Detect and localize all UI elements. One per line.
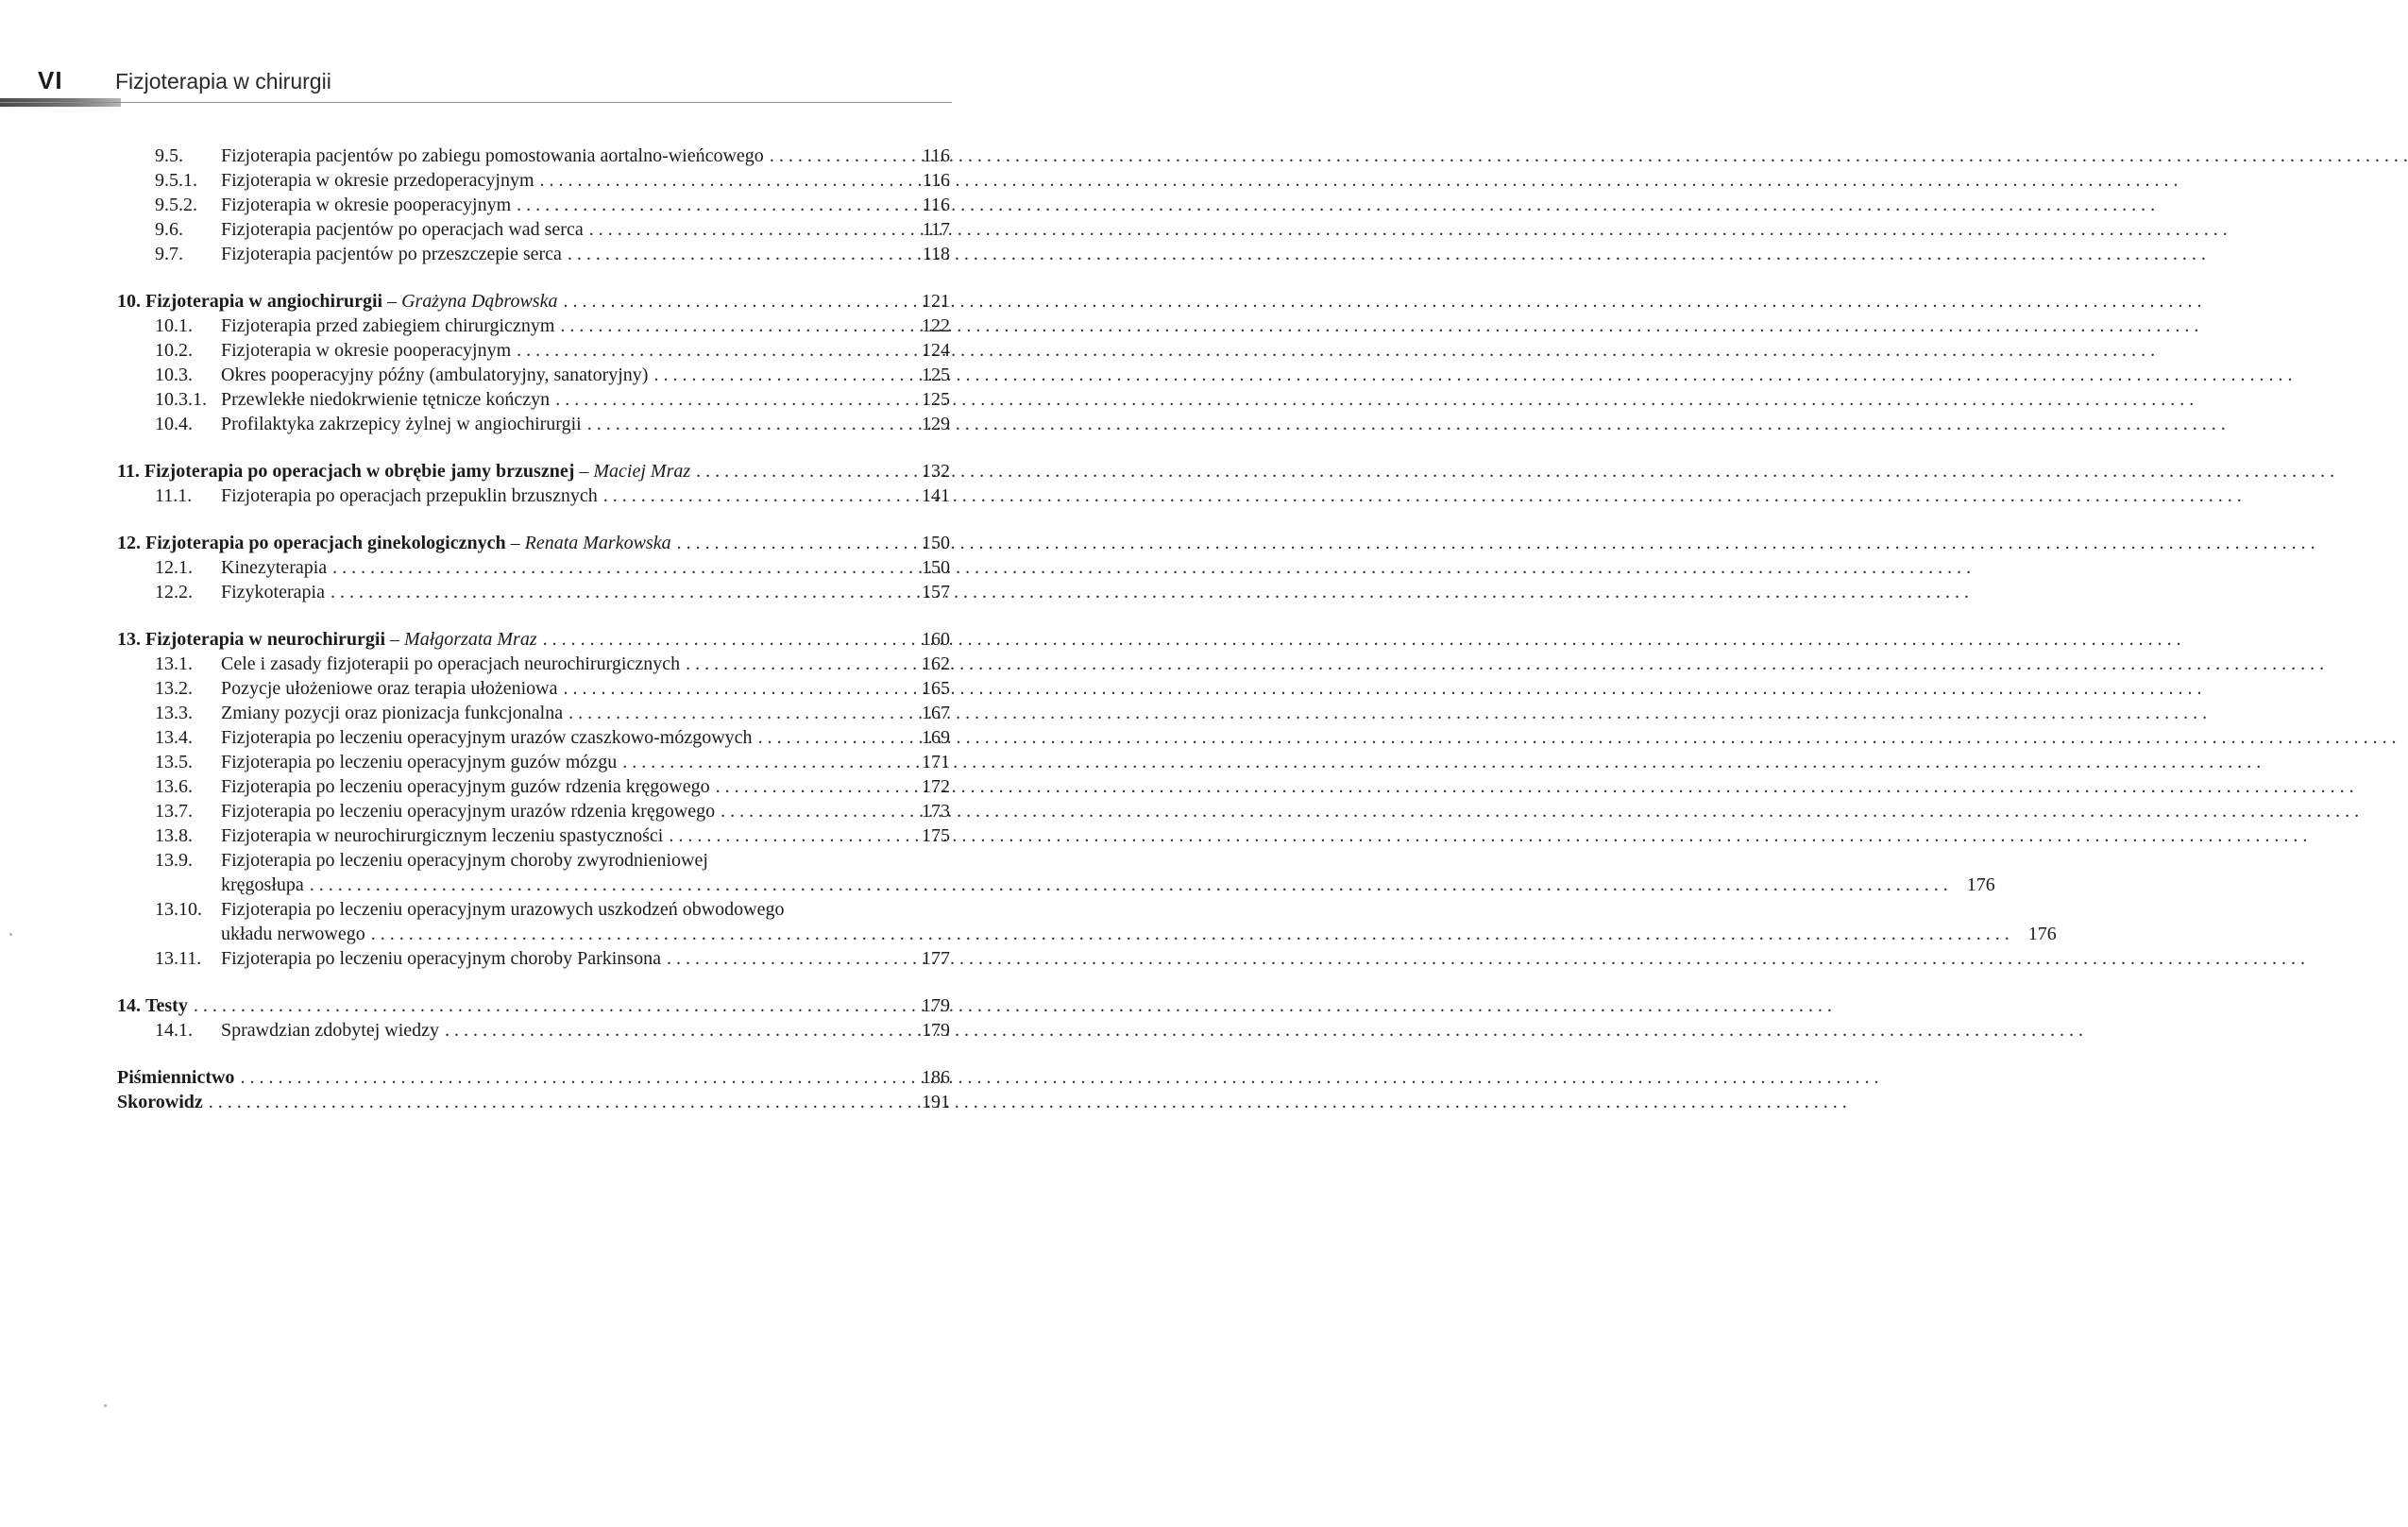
entry-title: Fizjoterapia w okresie pooperacyjnym	[221, 195, 512, 215]
dot-leader	[371, 922, 2009, 946]
entry-page: 173	[922, 801, 950, 822]
entry-page: 116	[922, 195, 950, 215]
backmatter-page: 186	[922, 1067, 950, 1088]
entry-title: Fizjoterapia po leczeniu operacyjnym guzów rdzenia kręgowego	[221, 776, 710, 797]
entry-page: 118	[922, 244, 950, 264]
chapter-number: 12.	[117, 533, 141, 553]
entry-number: 10.3.1.	[155, 389, 207, 410]
entry-title: Fizjoterapia po operacjach przepuklin brzusznych	[221, 485, 598, 506]
backmatter-title: Skorowidz	[117, 1092, 203, 1112]
chapter-title: Fizjoterapia po operacjach w obrębie jamy brzusznej	[144, 461, 575, 482]
entry-title: Fizjoterapia po leczeniu operacyjnym urazów czaszkowo-mózgowych	[221, 727, 753, 748]
toc-entry-13-11	[117, 946, 950, 971]
toc-entry-13-1	[117, 652, 950, 676]
backmatter-page: 191	[922, 1092, 950, 1112]
entry-number: 13.7.	[155, 801, 193, 822]
dot-leader	[568, 701, 2207, 725]
entry-page: 141	[922, 485, 950, 506]
chapter-page: 132	[922, 461, 950, 482]
dot-leader	[445, 1018, 2083, 1043]
entry-number: 13.5.	[155, 752, 193, 772]
entry-page: 129	[922, 414, 950, 434]
toc-entry-13-8	[117, 823, 950, 848]
chapter-title: Fizjoterapia po operacjach ginekologicznych	[145, 533, 506, 553]
running-head	[38, 66, 331, 100]
dot-leader	[240, 1065, 1878, 1090]
chapter-dash: –	[505, 533, 525, 553]
page-number: VI	[38, 66, 63, 94]
entry-title-line2: układu nerwowego	[221, 924, 365, 944]
entry-page: 124	[922, 340, 950, 361]
entry-title: Fizjoterapia przed zabiegiem chirurgicznym	[221, 315, 555, 336]
chapter-page: 179	[922, 995, 950, 1016]
dot-leader	[540, 168, 2179, 193]
entry-title-line1: Fizjoterapia po leczeniu operacyjnym choroby zwyrodnieniowej	[221, 850, 708, 871]
toc-entry-13-5	[117, 750, 950, 774]
dot-leader	[563, 289, 2201, 314]
entry-title: Przewlekłe niedokrwienie tętnicze kończyn	[221, 389, 551, 410]
dot-leader	[770, 144, 2408, 168]
dot-leader	[331, 580, 1969, 604]
chapter-dash: –	[385, 629, 405, 650]
entry-number: 9.5.1.	[155, 170, 197, 191]
entry-page: 172	[922, 776, 950, 797]
entry-page: 125	[922, 389, 950, 410]
entry-number: 12.2.	[155, 582, 193, 602]
entry-page: 169	[922, 727, 950, 748]
entry-number: 9.5.2.	[155, 195, 197, 215]
table-of-contents	[117, 144, 2057, 1114]
chapter-number: 11.	[117, 461, 140, 482]
toc-section-10	[117, 289, 950, 436]
toc-entry-10-4	[117, 412, 950, 436]
toc-chapter-12	[117, 531, 950, 555]
chapter-author: Maciej Mraz	[593, 461, 691, 482]
dot-leader	[555, 387, 2194, 412]
dot-leader	[517, 338, 2155, 363]
entry-title: Okres pooperacyjny późny (ambulatoryjny, sanatoryjny)	[221, 365, 649, 385]
entry-number: 13.4.	[155, 727, 193, 748]
dot-leader	[517, 193, 2155, 217]
dot-leader	[622, 750, 2261, 774]
entry-title: Fizjoterapia pacjentów po operacjach wad serca	[221, 219, 584, 240]
dot-leader	[721, 799, 2359, 823]
toc-index	[117, 1090, 950, 1114]
dot-leader	[758, 725, 2397, 750]
toc-section-14	[117, 993, 950, 1043]
dot-leader	[560, 314, 2198, 338]
entry-number: 11.1.	[155, 485, 193, 506]
toc-chapter-10	[117, 289, 950, 314]
header-rule	[0, 102, 952, 103]
entry-title-line1: Fizjoterapia po leczeniu operacyjnym urazowych uszkodzeń obwodowego	[221, 899, 785, 920]
toc-entry-13-6	[117, 774, 950, 799]
entry-page: 117	[922, 219, 950, 240]
scan-speck	[9, 933, 12, 936]
entry-number: 13.1.	[155, 653, 193, 674]
entry-number: 9.7.	[155, 244, 183, 264]
entry-title: Sprawdzian zdobytej wiedzy	[221, 1020, 440, 1041]
entry-title: Fizykoterapia	[221, 582, 325, 602]
entry-title: Fizjoterapia w neurochirurgicznym leczeniu spastyczności	[221, 825, 664, 846]
entry-page: 179	[922, 1020, 950, 1041]
dot-leader	[568, 242, 2206, 266]
entry-title: Fizjoterapia po leczeniu operacyjnym choroby Parkinsona	[221, 948, 661, 969]
toc-chapter-14	[117, 993, 950, 1018]
entry-number: 13.3.	[155, 703, 193, 723]
entry-page: 176	[1966, 874, 1995, 895]
dot-leader	[603, 484, 2242, 508]
toc-entry-13-2	[117, 676, 950, 701]
toc-entry-12-1	[117, 555, 950, 580]
entry-number: 9.5.	[155, 145, 183, 166]
entry-number: 10.2.	[155, 340, 193, 361]
entry-page: 165	[922, 678, 950, 699]
dot-leader	[587, 412, 2226, 436]
chapter-title: Testy	[145, 995, 188, 1016]
toc-section-9	[117, 144, 950, 266]
entry-number: 13.2.	[155, 678, 193, 699]
entry-number: 13.9.	[155, 850, 193, 871]
toc-entry-13-7	[117, 799, 950, 823]
entry-title: Zmiany pozycji oraz pionizacja funkcjonalna	[221, 703, 564, 723]
toc-entry-12-2	[117, 580, 950, 604]
chapter-author: Małgorzata Mraz	[404, 629, 537, 650]
entry-page: 162	[922, 653, 950, 674]
dot-leader	[332, 555, 1971, 580]
entry-page: 116	[922, 170, 950, 191]
dot-leader	[209, 1090, 1847, 1114]
entry-number: 10.3.	[155, 365, 193, 385]
toc-entry-10-1	[117, 314, 950, 338]
dot-leader	[653, 363, 2292, 387]
entry-page: 150	[922, 557, 950, 578]
entry-title: Pozycje ułożeniowe oraz terapia ułożeniowa	[221, 678, 558, 699]
chapter-title: Fizjoterapia w neurochirurgii	[145, 629, 386, 650]
chapter-title: Fizjoterapia w angiochirurgii	[145, 291, 383, 312]
entry-number: 13.6.	[155, 776, 193, 797]
entry-number: 13.10.	[155, 899, 202, 920]
chapter-page: 121	[922, 291, 950, 312]
toc-section-11	[117, 459, 950, 508]
toc-entry-14-1	[117, 1018, 950, 1043]
entry-page: 157	[922, 582, 950, 602]
entry-page: 167	[922, 703, 950, 723]
toc-entry-13-3	[117, 701, 950, 725]
entry-title: Fizjoterapia pacjentów po zabiegu pomostowania aortalno-wieńcowego	[221, 145, 764, 166]
entry-number: 14.1.	[155, 1020, 193, 1041]
entry-page: 175	[922, 825, 950, 846]
chapter-dash: –	[574, 461, 594, 482]
chapter-number: 14.	[117, 995, 141, 1016]
toc-entry-13-9	[117, 848, 1995, 897]
toc-chapter-11	[117, 459, 950, 484]
chapter-page: 150	[922, 533, 950, 553]
entry-title: Fizjoterapia w okresie pooperacyjnym	[221, 340, 512, 361]
toc-entry-10-3-1	[117, 387, 950, 412]
entry-number: 10.1.	[155, 315, 193, 336]
toc-entry-10-3	[117, 363, 950, 387]
entry-title: Kinezyterapia	[221, 557, 328, 578]
entry-title: Profilaktyka zakrzepicy żylnej w angiochirurgii	[221, 414, 582, 434]
toc-entry-9-5-1	[117, 168, 950, 193]
entry-number: 9.6.	[155, 219, 183, 240]
entry-page: 176	[2027, 924, 2057, 944]
entry-title: Fizjoterapia pacjentów po przeszczepie serca	[221, 244, 562, 264]
dot-leader	[543, 627, 2181, 652]
entry-page: 116	[922, 145, 950, 166]
entry-number: 13.8.	[155, 825, 193, 846]
entry-page: 125	[922, 365, 950, 385]
chapter-author: Grażyna Dąbrowska	[401, 291, 558, 312]
toc-entry-9-6	[117, 217, 950, 242]
entry-page: 177	[922, 948, 950, 969]
toc-backmatter	[117, 1065, 950, 1114]
toc-chapter-13	[117, 627, 950, 652]
entry-title: Fizjoterapia po leczeniu operacyjnym urazów rdzenia kręgowego	[221, 801, 716, 822]
dot-leader	[589, 217, 2228, 242]
dot-leader	[564, 676, 2202, 701]
toc-section-12	[117, 531, 950, 604]
entry-page: 171	[922, 752, 950, 772]
entry-page: 122	[922, 315, 950, 336]
toc-entry-13-4	[117, 725, 950, 750]
chapter-number: 10.	[117, 291, 141, 312]
chapter-dash: –	[382, 291, 402, 312]
toc-entry-10-2	[117, 338, 950, 363]
toc-entry-13-10	[117, 897, 2057, 946]
backmatter-title: Piśmiennictwo	[117, 1067, 235, 1088]
entry-title: Fizjoterapia w okresie przedoperacyjnym	[221, 170, 534, 191]
dot-leader	[310, 873, 1948, 897]
chapter-number: 13.	[117, 629, 141, 650]
toc-entry-9-5-2	[117, 193, 950, 217]
entry-title-line2: kręgosłupa	[221, 874, 304, 895]
entry-title: Fizjoterapia po leczeniu operacyjnym guzów mózgu	[221, 752, 618, 772]
toc-section-13	[117, 627, 2057, 971]
toc-bibliography	[117, 1065, 950, 1090]
toc-entry-9-5	[117, 144, 950, 168]
running-title: Fizjoterapia w chirurgii	[115, 69, 331, 93]
toc-entry-9-7	[117, 242, 950, 266]
entry-number: 13.11.	[155, 948, 202, 969]
entry-number: 10.4.	[155, 414, 193, 434]
entry-title: Cele i zasady fizjoterapii po operacjach neurochirurgicznych	[221, 653, 681, 674]
chapter-page: 160	[922, 629, 950, 650]
dot-leader	[716, 774, 2354, 799]
scan-speck	[104, 1404, 107, 1407]
dot-leader	[194, 993, 1832, 1018]
chapter-author: Renata Markowska	[524, 533, 671, 553]
entry-number: 12.1.	[155, 557, 193, 578]
toc-entry-11-1	[117, 484, 950, 508]
